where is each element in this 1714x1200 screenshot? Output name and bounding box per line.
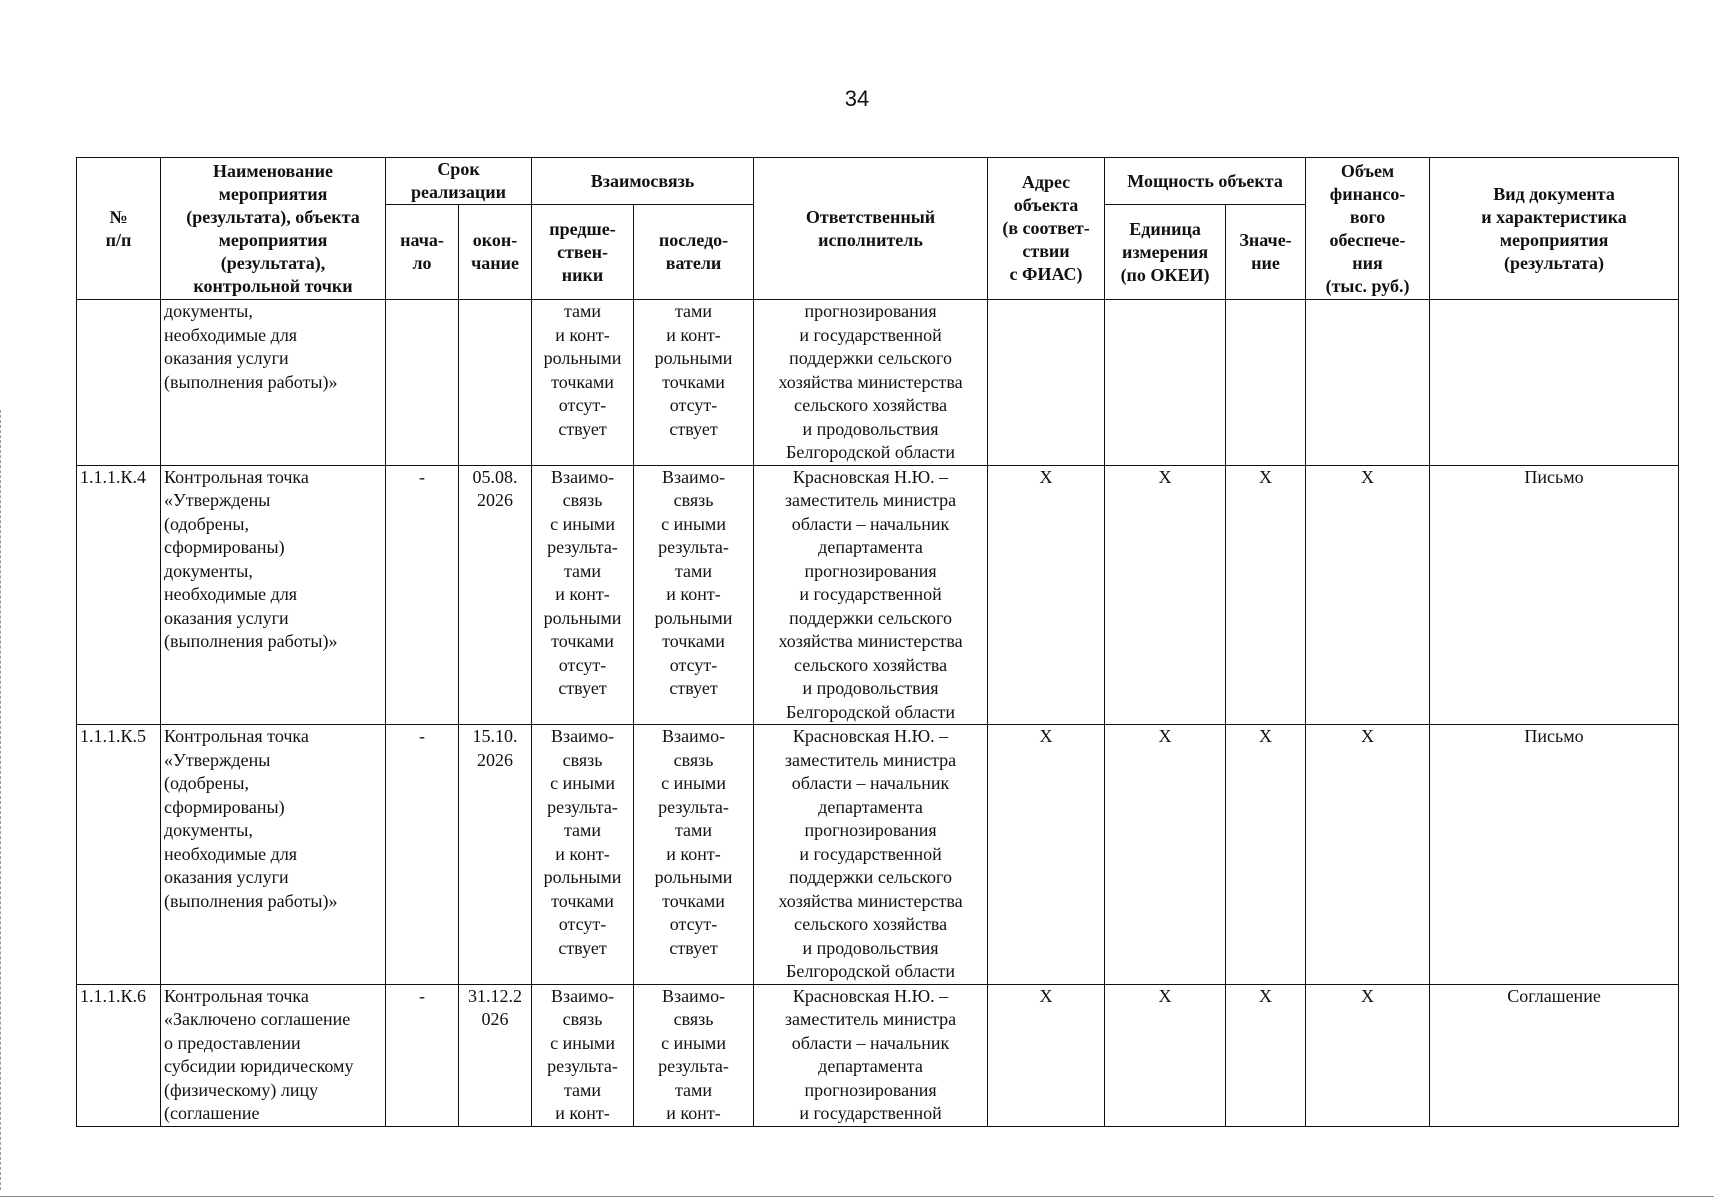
cell-successors: Взаимо- связь с иными результа- тами и конт- рольными точками отсут- ствует: [634, 465, 754, 725]
cell-start: [386, 300, 459, 466]
header-term-end: окон- чание: [459, 205, 532, 300]
table-row: [77, 984, 1679, 1126]
cell-executor: Красновская Н.Ю. – заместитель министра области – начальник департамента прогнозирования и государственной поддержки сельского хозяйства министерства сельского хозяйства и продовольствия Белгородской области: [754, 465, 988, 725]
table-row: [77, 300, 1679, 466]
table-row: [77, 465, 1679, 725]
header-term-start: нача- ло: [386, 205, 459, 300]
cell-end: [459, 300, 532, 466]
cell-finance: X: [1306, 725, 1430, 985]
header-name: Наименование мероприятия (результата), объекта мероприятия (результата), контрольной точки: [161, 158, 386, 300]
header-executor: Ответственный исполнитель: [754, 158, 988, 300]
header-capacity: Мощность объекта: [1105, 158, 1306, 205]
cell-successors: тами и конт- рольными точками отсут- ствует: [634, 300, 754, 466]
header-unit: Единица измерения (по ОКЕИ): [1105, 205, 1226, 300]
cell-name: Контрольная точка «Утверждены (одобрены, сформированы) документы, необходимые для оказания услуги (выполнения работы)»: [161, 465, 386, 725]
header-address: Адрес объекта (в соответ- ствии с ФИАС): [988, 158, 1105, 300]
cell-address: X: [988, 465, 1105, 725]
cell-executor: Красновская Н.Ю. – заместитель министра области – начальник департамента прогнозирования и государственной поддержки сельского хозяйства министерства сельского хозяйства и продовольствия Белгородской области: [754, 725, 988, 985]
header-doc-type: Вид документа и характеристика мероприятия (результата): [1430, 158, 1679, 300]
cell-start: -: [386, 465, 459, 725]
header-value: Значе- ние: [1226, 205, 1306, 300]
cell-finance: X: [1306, 465, 1430, 725]
cell-address: X: [988, 984, 1105, 1126]
cell-end: 15.10. 2026: [459, 725, 532, 985]
cell-address: X: [988, 725, 1105, 985]
cell-doc-type: Соглашение: [1430, 984, 1679, 1126]
cell-value: [1226, 300, 1306, 466]
cell-executor: Красновская Н.Ю. – заместитель министра области – начальник департамента прогнозирования и государственной: [754, 984, 988, 1126]
cell-predecessors: Взаимо- связь с иными результа- тами и конт- рольными точками отсут- ствует: [532, 725, 634, 985]
cell-num: 1.1.1.К.5: [77, 725, 161, 985]
cell-doc-type: Письмо: [1430, 725, 1679, 985]
table-row: [77, 725, 1679, 985]
header-relation: Взаимосвязь: [532, 158, 754, 205]
cell-name: Контрольная точка «Утверждены (одобрены, сформированы) документы, необходимые для оказания услуги (выполнения работы)»: [161, 725, 386, 985]
cell-finance: X: [1306, 984, 1430, 1126]
cell-end: 05.08. 2026: [459, 465, 532, 725]
cell-finance: [1306, 300, 1430, 466]
cell-address: [988, 300, 1105, 466]
cell-predecessors: Взаимо- связь с иными результа- тами и конт-: [532, 984, 634, 1126]
cell-doc-type: [1430, 300, 1679, 466]
cell-predecessors: Взаимо- связь с иными результа- тами и конт- рольными точками отсут- ствует: [532, 465, 634, 725]
page-number: 34: [844, 86, 870, 111]
header-successors: последо- ватели: [634, 205, 754, 300]
measures-table: [76, 157, 1679, 1127]
cell-doc-type: Письмо: [1430, 465, 1679, 725]
cell-num: 1.1.1.К.6: [77, 984, 161, 1126]
cell-value: X: [1226, 465, 1306, 725]
header-predecessors: предше- ствен- ники: [532, 205, 634, 300]
cell-value: X: [1226, 984, 1306, 1126]
cell-num: [77, 300, 161, 466]
cell-unit: X: [1105, 984, 1226, 1126]
header-finance: Объем финансо- вого обеспече- ния (тыс. руб.): [1306, 158, 1430, 300]
scan-edge-marks: [0, 410, 3, 1190]
cell-name: документы, необходимые для оказания услуги (выполнения работы)»: [161, 300, 386, 466]
cell-end: 31.12.2 026: [459, 984, 532, 1126]
cell-unit: [1105, 300, 1226, 466]
cell-predecessors: тами и конт- рольными точками отсут- ствует: [532, 300, 634, 466]
scan-bottom-edge: [0, 1196, 1714, 1197]
header-num: № п/п: [77, 158, 161, 300]
cell-value: X: [1226, 725, 1306, 985]
cell-unit: X: [1105, 725, 1226, 985]
header-term: Срок реализации: [386, 158, 532, 205]
cell-num: 1.1.1.К.4: [77, 465, 161, 725]
cell-successors: Взаимо- связь с иными результа- тами и конт- рольными точками отсут- ствует: [634, 725, 754, 985]
cell-start: -: [386, 725, 459, 985]
cell-name: Контрольная точка «Заключено соглашение о предоставлении субсидии юридическому (физическому) лицу (соглашение: [161, 984, 386, 1126]
cell-successors: Взаимо- связь с иными результа- тами и конт-: [634, 984, 754, 1126]
cell-start: -: [386, 984, 459, 1126]
cell-executor: прогнозирования и государственной поддержки сельского хозяйства министерства сельского хозяйства и продовольствия Белгородской области: [754, 300, 988, 466]
cell-unit: X: [1105, 465, 1226, 725]
